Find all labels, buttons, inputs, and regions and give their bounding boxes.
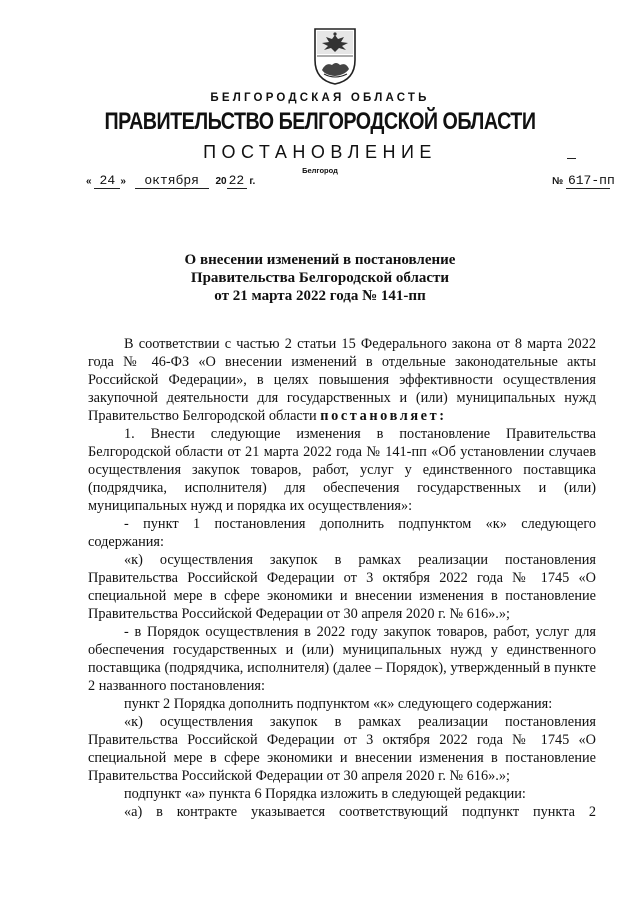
paragraph-order-point-6: подпункт «а» пункта 6 Порядка изложить в следующей редакции: [124, 786, 526, 802]
date-year-unit: г. [249, 176, 256, 187]
document-date [86, 174, 255, 189]
document-body [88, 335, 596, 821]
date-year-prefix: 20 [215, 176, 227, 187]
document-number [552, 173, 615, 189]
paragraph-quote-1: «к) осуществления закупок в рамках реализации постановления Правительства Российской Федерации от 3 октября 2022 года № 1745 «О специальной мере в сфере экономики и внесении изменения в постановление Правительства Российской Федерации от 30 апреля 2020 г. № 616».»; [88, 552, 596, 622]
date-open-quote: « [86, 176, 92, 187]
date-close-quote: » [120, 176, 126, 187]
paragraph-quote-2: «к) осуществления закупок в рамках реализации постановления Правительства Российской Федерации от 3 октября 2022 года № 1745 «О специальной мере в сфере экономики и внесении изменения в постановление Правительства Российской Федерации от 30 апреля 2020 г. № 616».»; [88, 714, 596, 784]
title-line-2: Правительства Белгородской области [190, 270, 450, 286]
paragraph-item-1-clause-1: - пункт 1 постановления дополнить подпунктом «к» следующего содержания: [88, 516, 596, 550]
document-type: ПОСТАНОВЛЕНИЕ [203, 142, 437, 162]
paragraph-order-point-2: пункт 2 Порядка дополнить подпунктом «к» следующего содержания: [124, 696, 553, 712]
paragraph-subpoint-a: «а) в контракте указывается соответствующий подпункт пункта 2 [124, 804, 596, 820]
date-year-suffix: 22 [227, 174, 247, 189]
document-title [0, 251, 640, 305]
title-line-1: О внесении изменений в постановление [184, 252, 456, 268]
paragraph-item-1: 1. Внести следующие изменения в постановление Правительства Белгородской области от 21 марта 2022 года № 141-пп «Об установлении случаев осуществления закупок товаров, работ, услуг у единственного поставщика (подрядчика, исполнителя) для обеспечения государственных и (или) муниципальных нужд и порядка их осуществления»: [88, 426, 596, 514]
region-name: БЕЛГОРОДСКАЯ ОБЛАСТЬ [210, 92, 430, 104]
number-value: 617-пп [567, 173, 615, 188]
paragraph-preamble [88, 335, 596, 425]
preamble-text: В соответствии с частью 2 статьи 15 Федерального закона от 8 марта 2022 года № 46-ФЗ «О внесении изменений в отдельные законодательные акты Российской Федерации», в целях повышения эффективности осуществления закупочной деятельности для государственных и (или) муниципальных нужд Правительство Белгородской области [88, 336, 596, 424]
number-prefix: № [552, 176, 564, 187]
city-name: Белгород [302, 166, 338, 175]
coat-of-arms-emblem [312, 26, 358, 86]
date-day: 24 [94, 174, 120, 189]
preamble-keyword: постановляет: [320, 408, 447, 424]
decorative-dash [567, 158, 576, 159]
government-name: ПРАВИТЕЛЬСТВО БЕЛГОРОДСКОЙ ОБЛАСТИ [104, 108, 536, 135]
paragraph-item-1-clause-2: - в Порядок осуществления в 2022 году закупок товаров, работ, услуг для обеспечения государственных и (или) муниципальных нужд у единственного поставщика (подрядчика, исполнителя) (далее – Порядок), утвержденный в пункте 2 названного постановления: [88, 624, 596, 694]
date-month: октября [135, 174, 209, 189]
title-line-3: от 21 марта 2022 года № 141-пп [214, 288, 426, 304]
